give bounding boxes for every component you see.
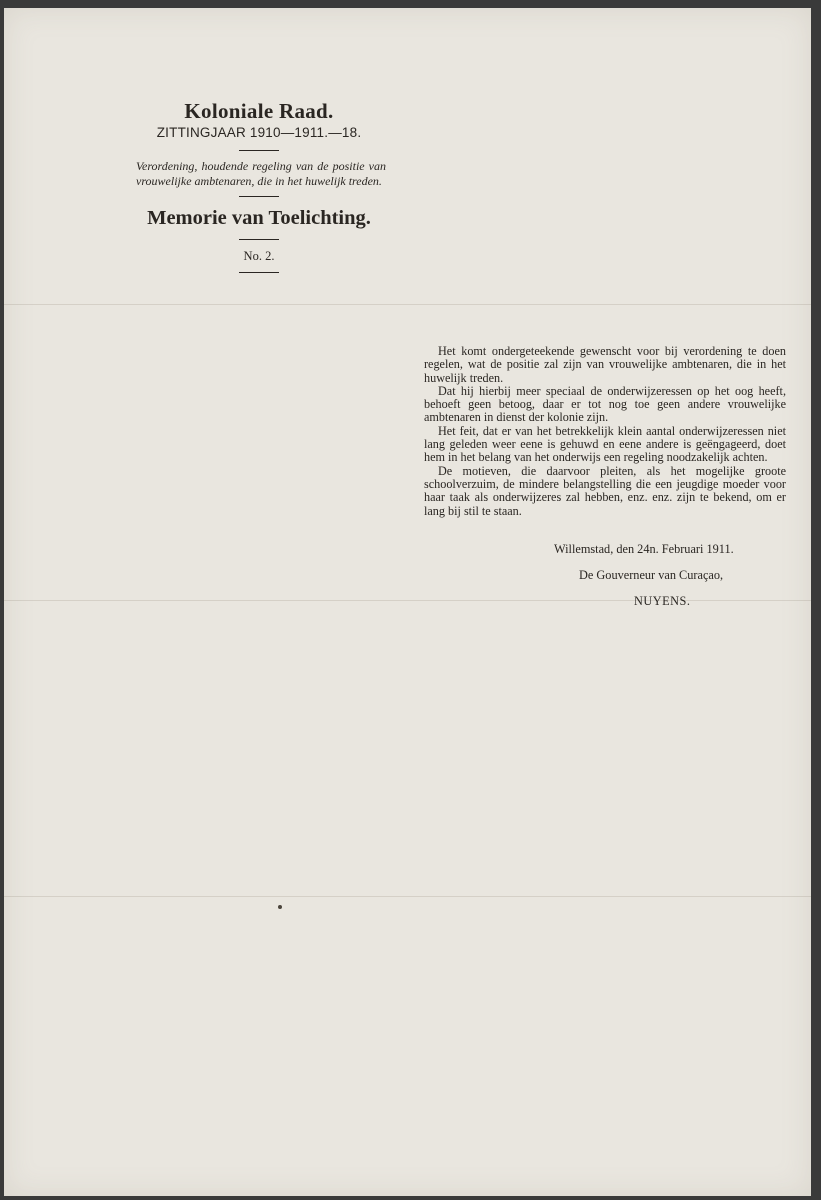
signature: NUYENS. [634,594,691,608]
divider [239,196,279,197]
fold-line [4,896,811,897]
document-number: No. 2. [243,249,275,263]
divider [239,150,279,151]
place-date: Willemstad, den 24n. Februari 1911. [554,542,734,556]
body-paragraph: Dat hij hierbij meer speciaal de onderwijzeressen op het oog heeft, behoeft geen betoog, daar er tot nog toe geen andere vrouwelijke ambtenaren in dienst der kolonie zijn. [424,383,786,425]
session-year: ZITTINGJAAR 1910—1911.—18. [156,125,362,140]
body-paragraph: De motieven, die daarvoor pleiten, als het mogelijke groote schoolverzuim, de mindere belangstelling die een jeugdige moeder voor haar taak als onderwijzeres zal hebben, enz. enz. zijn te bekend, om er lang bij stil te staan. [424,463,786,518]
body-paragraph: Het feit, dat er van het betrekkelijk klein aantal onderwijzeressen niet lang geleden weer eene is gehuwd en eene andere is geëngageerd, doet hem in het belang van het onderwijs een regeling noodzakelijk achten. [424,423,786,465]
ordinance-subject: Verordening, houdende regeling van de positie van vrouwelijke ambtenaren, die in het huwelijk treden. [136,159,386,188]
document-page [4,8,811,1196]
paper-speck [278,905,282,909]
council-title: Koloniale Raad. [184,99,334,123]
document-header [124,98,394,281]
body-paragraph: Het komt ondergeteekende gewenscht voor bij verordening te doen regelen, wat de positie zal zijn van vrouwelijke ambtenaren, die in het huwelijk treden. [424,344,786,385]
divider [239,239,279,240]
memo-title: Memorie van Toelichting. [147,207,371,229]
governor-title: De Gouverneur van Curaçao, [579,568,724,582]
memo-body [424,345,786,518]
fold-line [4,304,811,305]
divider [239,272,279,273]
